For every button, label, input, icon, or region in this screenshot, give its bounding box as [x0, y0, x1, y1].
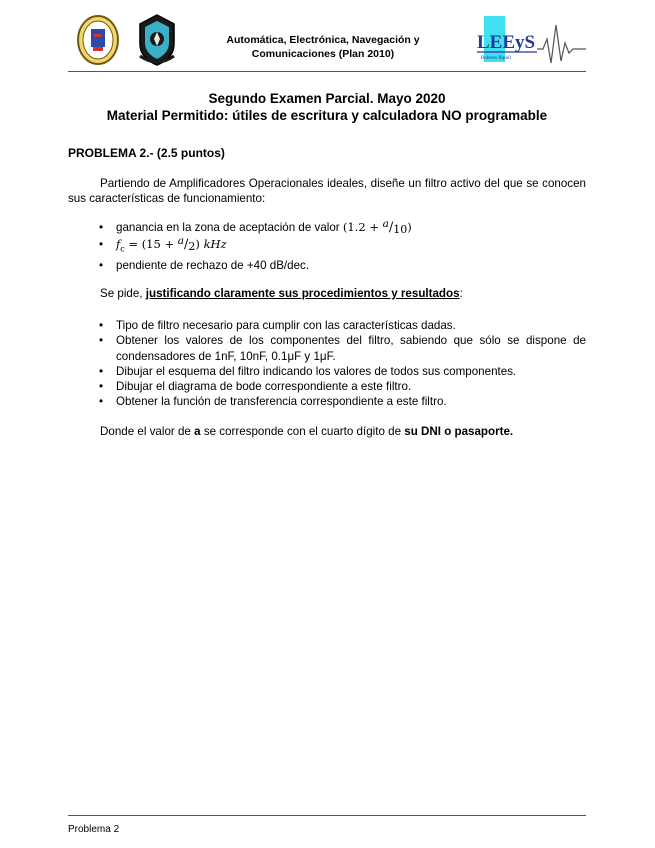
fc-formula — [116, 235, 227, 254]
degree-title-line1: Automática, Electrónica, Navegación y — [226, 34, 420, 46]
exam-title: Segundo Examen Parcial. Mayo 2020 — [208, 91, 446, 106]
task-text: Dibujar el diagrama de bode correspondiente a este filtro. — [116, 380, 412, 394]
gain-label: ganancia en la zona de aceptación de valor — [116, 221, 340, 234]
list-item — [97, 237, 586, 257]
leeys-logo-text: LEEyS — [477, 32, 536, 53]
task-text: Obtener los valores de los componentes del filtro, sabiendo que sólo se dispone de condensadores de 1nF, 10nF, 0.1μF y 1μF. — [116, 334, 586, 363]
gain-formula-close: ) — [407, 220, 412, 234]
problem-heading: PROBLEMA 2.- (2.5 puntos) — [68, 146, 225, 160]
fc-equals: = (15 + — [128, 237, 175, 252]
signal-wave-icon — [473, 13, 588, 69]
list-item — [97, 333, 586, 364]
task-text: Obtener la función de transferencia correspondiente a este filtro. — [116, 395, 447, 409]
list-item — [97, 220, 586, 236]
task-list — [97, 318, 586, 410]
bullet-icon: • — [99, 221, 104, 234]
university-seal-icon — [76, 14, 120, 66]
closing-prefix: Donde el valor de — [100, 425, 191, 438]
list-item — [97, 258, 586, 273]
exam-subtitle: Material Permitido: útiles de escritura y calculadora NO programable — [106, 108, 548, 123]
problem-intro: Partiendo de Amplificadores Operacionales ideales, diseñe un filtro activo del que se conocen sus características de funcionamiento: — [68, 177, 586, 205]
fc-denominator: 2 — [188, 240, 196, 254]
leeys-logo — [473, 13, 588, 69]
fc-symbol: f — [116, 237, 121, 252]
spec-list — [97, 220, 586, 274]
request-emphasis: justificando claramente sus procedimientos y resultados — [145, 287, 460, 300]
bullet-icon: • — [99, 319, 104, 332]
closing-emphasis: su DNI o pasaporte. — [404, 425, 514, 438]
bullet-icon: • — [99, 238, 104, 252]
fc-unit: kHz — [203, 237, 227, 252]
degree-title — [208, 33, 438, 61]
list-item — [97, 394, 586, 409]
list-item — [97, 379, 586, 394]
exam-title-block — [68, 90, 586, 124]
request-line — [100, 287, 463, 300]
request-suffix: : — [459, 287, 463, 300]
school-shield-icon — [134, 12, 180, 68]
gain-fraction — [383, 220, 408, 236]
gain-numerator: a — [382, 218, 389, 230]
page-header — [68, 10, 586, 72]
fraction-slash-icon: / — [388, 220, 394, 235]
gain-denominator: 10 — [393, 223, 408, 236]
footer-label: Problema 2 — [68, 824, 120, 835]
footer-divider — [68, 815, 586, 816]
bullet-icon: • — [99, 258, 104, 272]
fc-numerator: a — [177, 235, 185, 248]
fc-subscript: c — [120, 244, 125, 254]
bullet-icon: • — [99, 334, 104, 348]
bullet-icon: • — [99, 395, 104, 409]
closing-line — [100, 425, 513, 438]
list-item — [97, 364, 586, 379]
fc-formula-close: ) — [195, 237, 200, 252]
gain-formula — [343, 220, 412, 234]
fraction-slash-icon: / — [184, 237, 189, 253]
fc-fraction — [178, 237, 196, 253]
closing-mid: se corresponde con el cuarto dígito de — [203, 425, 402, 438]
closing-variable: a — [194, 425, 201, 438]
degree-title-line2: Comunicaciones (Plan 2010) — [251, 48, 395, 60]
gain-formula-open: (1.2 + — [342, 220, 379, 234]
slope-spec: pendiente de rechazo de +40 dB/dec. — [116, 258, 310, 272]
task-text: Dibujar el esquema del filtro indicando los valores de todos sus componentes. — [116, 364, 517, 378]
bullet-icon: • — [99, 364, 104, 378]
task-text: Tipo de filtro necesario para cumplir con las características dadas. — [116, 319, 456, 332]
list-item — [97, 318, 586, 333]
leeys-logo-subtext: Roberto Ripoll — [481, 56, 511, 61]
bullet-icon: • — [99, 380, 104, 394]
request-prefix: Se pide, — [100, 287, 143, 300]
header-divider — [68, 71, 586, 72]
